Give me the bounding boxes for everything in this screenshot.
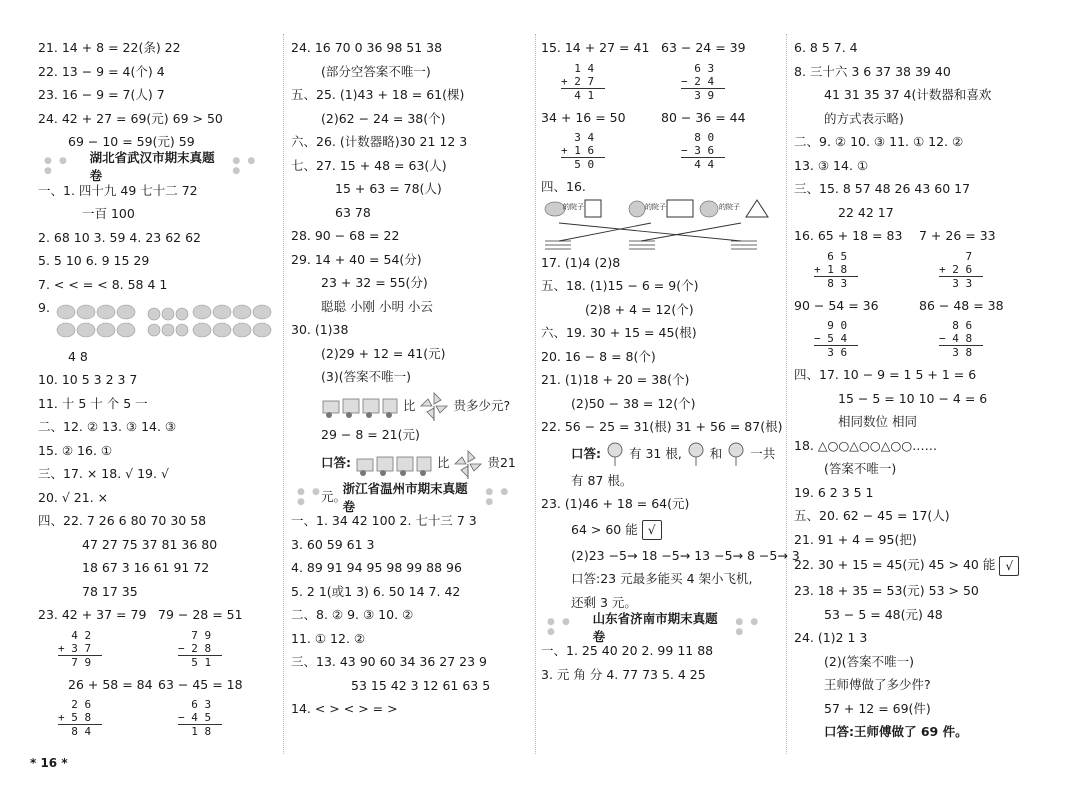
answer-line: 二、8. ② 9. ③ 10. ② [291,607,414,622]
answer-line: 一、1. 四十九 49 七十二 72 [38,182,198,198]
answer-line: 78 17 35 [82,583,138,599]
answer-line: 23 + 32 = 55(分) [321,275,428,290]
answer-line: 三、13. 43 90 60 34 36 27 23 9 [291,654,487,669]
answer-line: 3. 60 59 61 3 [291,536,375,552]
answer-line: 13. ③ 14. ① [794,157,869,173]
answer-line: 相同数位 相同 [838,414,917,429]
equation: 23. 42 + 37 = 79 [38,607,147,622]
answer-line: 30. (1)38 [291,322,349,337]
answer-line: 四、22. 7 26 6 80 70 30 58 [38,513,207,528]
answer-line: 2. 68 10 3. 59 4. 23 62 62 [38,229,202,245]
vertical-calc-pair [38,673,278,743]
vertical-calc: 6 5 + 1 8 8 3 [794,250,919,290]
answer-line: 11. ① 12. ② [291,630,366,646]
equation: 15. 14 + 27 = 41 [541,40,650,55]
answer-line: 53 − 5 = 48(元) 48 [824,606,943,622]
answer-line: 六、19. 30 + 15 = 45(根) [541,325,697,340]
vertical-calc-pair [541,106,781,176]
answer-line: 22. 13 − 9 = 4(个) 4 [38,63,165,79]
q30-compare-line: 比 贵多少元? [291,389,531,423]
answer-line: 20. √ 21. × [38,489,109,505]
yard-label: 的院子 [645,202,666,211]
answer-line: 29. 14 + 40 = 54(分) [291,251,422,267]
lollipop-icon [605,442,625,466]
vertical-calc: 1 4 + 2 7 4 1 [541,62,661,102]
answer-line: 21. 14 + 8 = 22(条) 22 [38,40,181,55]
answer-line: 29 − 8 = 21(元) [321,426,420,442]
section-header-wenzhou: ● ● ● 浙江省温州市期末真题卷 ● ● ● [297,480,511,514]
q22-answer-line: 口答: 有 31 根, 和 一共 [541,439,781,469]
equation: 90 − 54 = 36 [794,297,879,313]
answer-line: 19. 6 2 3 5 1 [794,484,874,500]
answer-line: 23. 16 − 9 = 7(人) 7 [38,87,165,102]
vertical-calc: 6 3 − 2 4 3 9 [661,62,781,102]
answer-line: (答案不唯一) [824,461,897,476]
answer-line: 3. 元 角 分 4. 77 73 5. 4 25 [541,666,706,682]
answer-line: 11. 十 5 十 个 5 一 [38,395,148,411]
answer-line: 17. (1)4 (2)8 [541,254,621,270]
answer-column-4 [794,36,1044,744]
answer-line: 69 − 10 = 59(元) 59 [68,134,195,149]
answer-line: 20. 16 − 8 = 8(个) [541,348,656,364]
answer-line: 41 31 35 37 4(计数器和喜欢 [824,87,992,102]
answer-line: 15 − 5 = 10 10 − 4 = 6 [838,390,988,406]
answer-line: 5. 2 1(或1 3) 6. 50 14 7. 42 [291,583,461,599]
yard-label: 的院子 [563,202,584,211]
q16-matching-figure [541,199,781,251]
toy-train-icon [355,451,433,477]
answer-line: 二、9. ② 10. ③ 11. ① 12. ② [794,134,964,149]
vertical-calc: 6 3 − 4 5 1 8 [158,698,278,738]
answer-line: 还剩 3 元。 [571,594,637,610]
lollipop-icon [726,442,746,466]
equation: 26 + 58 = 84 [68,676,153,692]
answer-line: 二、12. ② 13. ③ 14. ③ [38,419,177,434]
answer-line: 21. (1)18 + 20 = 38(个) [541,372,690,387]
check-box: √ [642,520,662,540]
answer-line: (3)(答案不唯一) [321,369,411,384]
answer-line: 三、17. × 18. √ 19. √ [38,466,169,481]
equation: 86 − 48 = 38 [919,297,1004,313]
answer-line: 的方式表示略) [824,110,904,126]
answer-line: 4. 89 91 94 95 98 99 88 96 [291,560,462,575]
answer-line: 14. < > < > = > [291,701,398,716]
q23-check-line: 64 > 60 能 √ [541,516,781,544]
answer-line: 7. < < = < 8. 58 4 1 [38,276,168,292]
answer-line: (2)62 − 24 = 38(个) [321,110,446,126]
column-divider [283,34,284,754]
answer-column-3 [541,36,800,686]
equation: 80 − 36 = 44 [661,109,746,125]
answer-line: (2)8 + 4 = 12(个) [585,301,694,317]
answer-line: 22. 56 − 25 = 31(根) 31 + 56 = 87(根) [541,419,783,434]
answer-line: 六、26. (计数器略)30 21 12 3 [291,134,468,149]
answer-line: 5. 5 10 6. 9 15 29 [38,253,150,268]
answer-line: 聪聪 小刚 小明 小云 [321,298,433,314]
answer-line: 63 78 [335,204,371,220]
answer-line: 一、1. 25 40 20 2. 99 11 88 [541,643,714,658]
answer-line: 57 + 12 = 69(件) [824,700,931,716]
answer-line: 28. 90 − 68 = 22 [291,228,400,243]
answer-line: 15. ② 16. ① [38,442,113,458]
vertical-calc-pair [38,603,278,673]
answer-line: 一、1. 34 42 100 2. 七十三 7 3 [291,513,477,528]
answer-line: 23. 18 + 35 = 53(元) 53 > 50 [794,583,979,598]
equation: 63 − 24 = 39 [661,40,746,55]
answer-line: 53 15 42 3 12 61 63 5 [351,677,491,693]
answer-line: 10. 10 5 3 2 3 7 [38,372,138,387]
answer-line: 四、17. 10 − 9 = 1 5 + 1 = 6 [794,367,977,382]
section-header-jinan: ● ● ● 山东省济南市期末真题卷 ● ● ● [547,610,761,644]
answer-line: 18 67 3 16 61 91 72 [82,560,210,575]
answer-column-1 [38,36,278,742]
vertical-calc-pair [541,36,781,106]
vertical-calc-pair [794,224,1044,294]
equation: 79 − 28 = 51 [158,607,243,622]
answer-line: 五、25. (1)43 + 18 = 61(棵) [291,87,465,102]
answer-line: 18. △○○△○○△○○…… [794,437,938,453]
answer-line: 一百 100 [82,206,135,221]
equation: 16. 65 + 18 = 83 [794,228,903,243]
answer-line: 口答:23 元最多能买 4 架小飞机, [571,571,753,586]
answer-line: 15 + 63 = 78(人) [335,181,442,196]
vertical-calc: 8 6 − 4 8 3 8 [919,319,1044,359]
answer-line: (2)50 − 38 = 12(个) [571,395,696,411]
q30-answer-line: 口答: 比 贵21元。 [291,446,531,480]
answer-line: 24. (1)2 1 3 [794,630,868,645]
vertical-calc: 8 0 − 3 6 4 4 [661,131,781,171]
answer-line: 七、27. 15 + 48 = 63(人) [291,157,447,173]
answer-line: 21. 91 + 4 = 95(把) [794,531,917,547]
answer-line: 四、16. [541,179,586,194]
q22-check-line: 22. 30 + 15 = 45(元) 45 > 40 能 √ [794,551,1044,579]
answer-line: (部分空答案不唯一) [321,63,431,79]
page-number: * 16 * [30,756,68,770]
answer-column-2 [291,36,531,721]
answer-line: 王师傅做了多少件? [824,677,931,692]
answer-line: 4 8 [68,348,88,364]
answer-line: 24. 16 70 0 36 98 51 38 [291,40,443,55]
answer-line: 有 87 根。 [571,472,633,488]
yard-label: 的院子 [719,202,740,211]
answer-line: 47 27 75 37 81 36 80 [82,536,218,552]
column-divider [535,34,536,754]
vertical-calc: 7 + 2 6 3 3 [919,250,1044,290]
vertical-calc: 2 6 + 5 8 8 4 [38,698,158,738]
answer-line: 22 42 17 [838,204,894,220]
vertical-calc: 4 2 + 3 7 7 9 [38,629,158,669]
answer-line: 三、15. 8 57 48 26 43 60 17 [794,181,971,196]
equation: 7 + 26 = 33 [919,228,996,243]
toy-train-icon [321,393,399,419]
answer-line: 24. 42 + 27 = 69(元) 69 > 50 [38,110,223,126]
section-header-wuhan: ● ● ● 湖北省武汉市期末真题卷 ● ● ● [44,150,258,183]
column-divider [786,34,787,754]
lollipop-icon [686,442,706,466]
equation: 63 − 45 = 18 [158,676,243,692]
pinwheel-icon [453,449,483,479]
equation: 34 + 16 = 50 [541,109,626,125]
vertical-calc: 9 0 − 5 4 3 6 [794,319,919,359]
vertical-calc-pair [794,294,1044,364]
check-box: √ [999,556,1019,576]
vertical-calc: 3 4 + 1 6 5 0 [541,131,661,171]
answer-line: 口答:王师傅做了 69 件。 [824,724,968,739]
vertical-calc: 7 9 − 2 8 5 1 [158,629,278,669]
pinwheel-icon [419,391,449,421]
answer-line: (2)29 + 12 = 41(元) [321,345,446,361]
answer-line: (2)23 −5→ 18 −5→ 13 −5→ 8 −5→ 3 [571,547,800,563]
answer-line: 8. 三十六 3 6 37 38 39 40 [794,63,951,79]
answer-line: 五、20. 62 − 45 = 17(人) [794,508,950,523]
answer-line: 23. (1)46 + 18 = 64(元) [541,496,690,511]
bundles-figure [54,300,290,342]
answer-line: 9. [38,300,50,315]
answer-line: 五、18. (1)15 − 6 = 9(个) [541,278,699,293]
answer-line: 6. 8 5 7. 4 [794,40,858,55]
answer-line: (2)(答案不唯一) [824,653,914,669]
